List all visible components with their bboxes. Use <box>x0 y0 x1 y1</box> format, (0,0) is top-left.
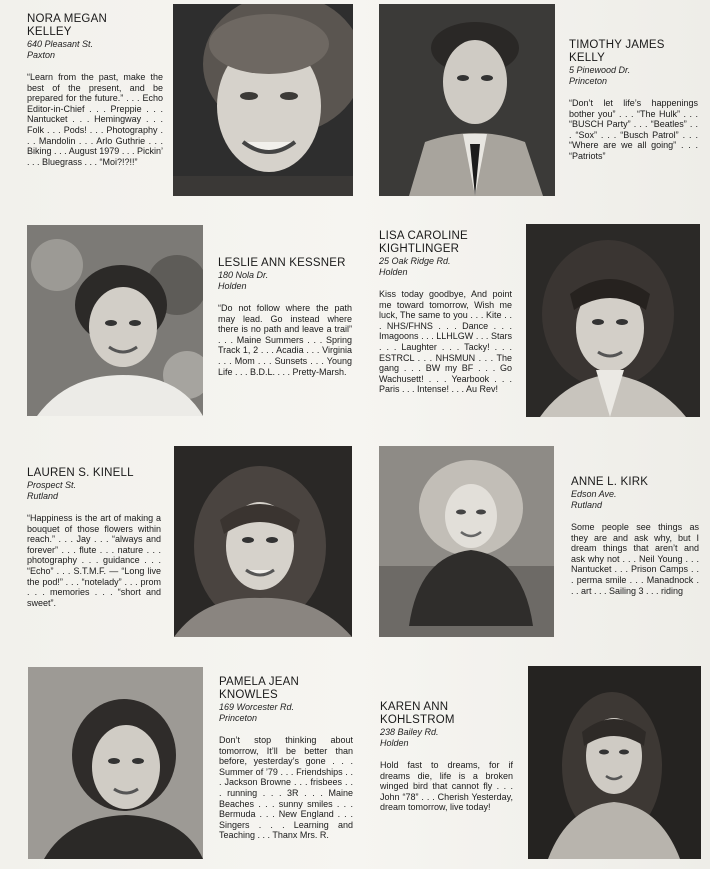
student-town: Princeton <box>219 713 258 723</box>
student-name-line2: KOHLSTROM <box>380 714 455 726</box>
student-name-line2: KELLY <box>569 52 605 64</box>
student-portrait <box>173 4 353 196</box>
student-quote: Hold fast to dreams, for if dreams die, life is a broken winged bird that cannot fly . . . John “78” . . . Cherish Yesterday, dream tomorrow, live today! <box>380 760 513 813</box>
student-name-line2: KNOWLES <box>219 689 278 701</box>
student-entry-kightlinger-lisa <box>379 230 512 395</box>
student-portrait <box>528 666 701 859</box>
student-quote: Don’t stop thinking about tomorrow, It’ll be better than before, yesterday’s gone . . . Summer of ’79 . . . Friendships . . . Jackson Browne . . . frisbees . . . running . . . 3R . . . Maine Beaches . . . sunny smiles . . . Bermuda . . . New England . . . Singers . . . Learning and Teaching . . . Thanx Mrs. R. <box>219 735 353 841</box>
student-address: 5 Pinewood Dr. <box>569 65 631 75</box>
student-name: LESLIE ANN KESSNER <box>218 257 346 269</box>
student-quote: “Happiness is the art of making a bouquet of those flowers within reach.” . . . Jay . . . “always and forever” . . . flute . . . nature . . . photography . . . guidance . . . “Echo” . . . S.T.M.F. — “Long live the pod!” . . . “notelady” . . . prom . . . memories . . . “short and sweet”. <box>27 513 161 608</box>
student-quote: Some people see things as they are and ask why, but I dream things that aren’t and ask why not . . . Neil Young . . . Nantucket . . . Prison Camps . . . perma smile . . . Manadnock . . . art . . . Sailing 3 . . . riding <box>571 522 699 596</box>
student-name: LAUREN S. KINELL <box>27 467 134 479</box>
student-name-line2: KIGHTLINGER <box>379 243 460 255</box>
student-town: Holden <box>380 738 409 748</box>
student-portrait <box>379 4 555 196</box>
student-name: KAREN ANN <box>380 701 449 713</box>
student-portrait <box>379 446 554 637</box>
student-town: Holden <box>379 267 408 277</box>
student-address: 25 Oak Ridge Rd. <box>379 256 451 266</box>
student-entry-kinell-lauren <box>27 467 161 608</box>
student-name: NORA MEGAN <box>27 13 107 25</box>
student-entry-kelley-nora <box>27 13 163 167</box>
student-town: Princeton <box>569 76 608 86</box>
student-portrait <box>526 224 700 417</box>
student-name: PAMELA JEAN <box>219 676 299 688</box>
student-town: Rutland <box>27 491 59 501</box>
student-name: ANNE L. KIRK <box>571 476 649 488</box>
student-name: TIMOTHY JAMES <box>569 39 665 51</box>
student-address: 238 Bailey Rd. <box>380 727 439 737</box>
student-quote: “Do not follow where the path may lead. Go instead where there is no path and leave a trail” . . . Maine Summers . . . Spring Track 1, 2 . . . Acadia . . . Virginia . . . Mom . . . Sunsets . . . Young Life . . . B.D.L. . . . Pretty-Marsh. <box>218 303 352 377</box>
student-entry-kessner-leslie <box>218 257 352 377</box>
student-name: LISA CAROLINE <box>379 230 468 242</box>
student-address: Prospect St. <box>27 480 77 490</box>
student-address: Edson Ave. <box>571 489 617 499</box>
student-entry-kohlstrom-karen <box>380 701 513 813</box>
student-quote: “Learn from the past, make the best of the present, and be prepared for the future.” . . . Echo Editor-in-Chief . . . Preppie . . . Nantucket . . . Hemingway . . . Folk . . . Pods! . . . Photography . . . Mandolin . . . Arlo Guthrie . . . Biking . . . August 1979 . . . Pickin’ . . . Bluegrass . . . “Moi?!?!!” <box>27 72 163 167</box>
student-entry-kelly-timothy <box>569 39 698 162</box>
student-entry-kirk-anne <box>571 476 699 596</box>
student-address: 169 Worcester Rd. <box>219 702 295 712</box>
student-portrait <box>28 667 203 859</box>
student-name-line2: KELLEY <box>27 26 72 38</box>
student-town: Paxton <box>27 50 56 60</box>
student-portrait <box>174 446 352 637</box>
student-entry-knowles-pamela <box>219 676 353 841</box>
student-address: 640 Pleasant St. <box>27 39 94 49</box>
student-address: 180 Nola Dr. <box>218 270 269 280</box>
student-quote: Kiss today goodbye, And point me toward tomorrow, Wish me luck, The same to you . . . Kite . . . NHS/FHNS . . . Dance . . . Imagoons . . . LLHLGW . . . Stars . . . Laughter . . . Tacky! . . . ESTRCL . . . NHSMUN . . . The gang . . . BW my BF . . . Go Wachusett! . . . Yearbook . . . Paris . . . Intense! . . . Au Rev! <box>379 289 512 395</box>
student-portrait <box>27 225 203 416</box>
student-town: Rutland <box>571 500 603 510</box>
student-town: Holden <box>218 281 247 291</box>
student-quote: “Don’t let life’s happenings bother you” . . . “The Hulk” . . . “BUSCH Party” . . . “Beatles” . . . “Sox” . . . “Busch Patrol” . . . “Where are we all going” . . . “Patriots” <box>569 98 698 161</box>
